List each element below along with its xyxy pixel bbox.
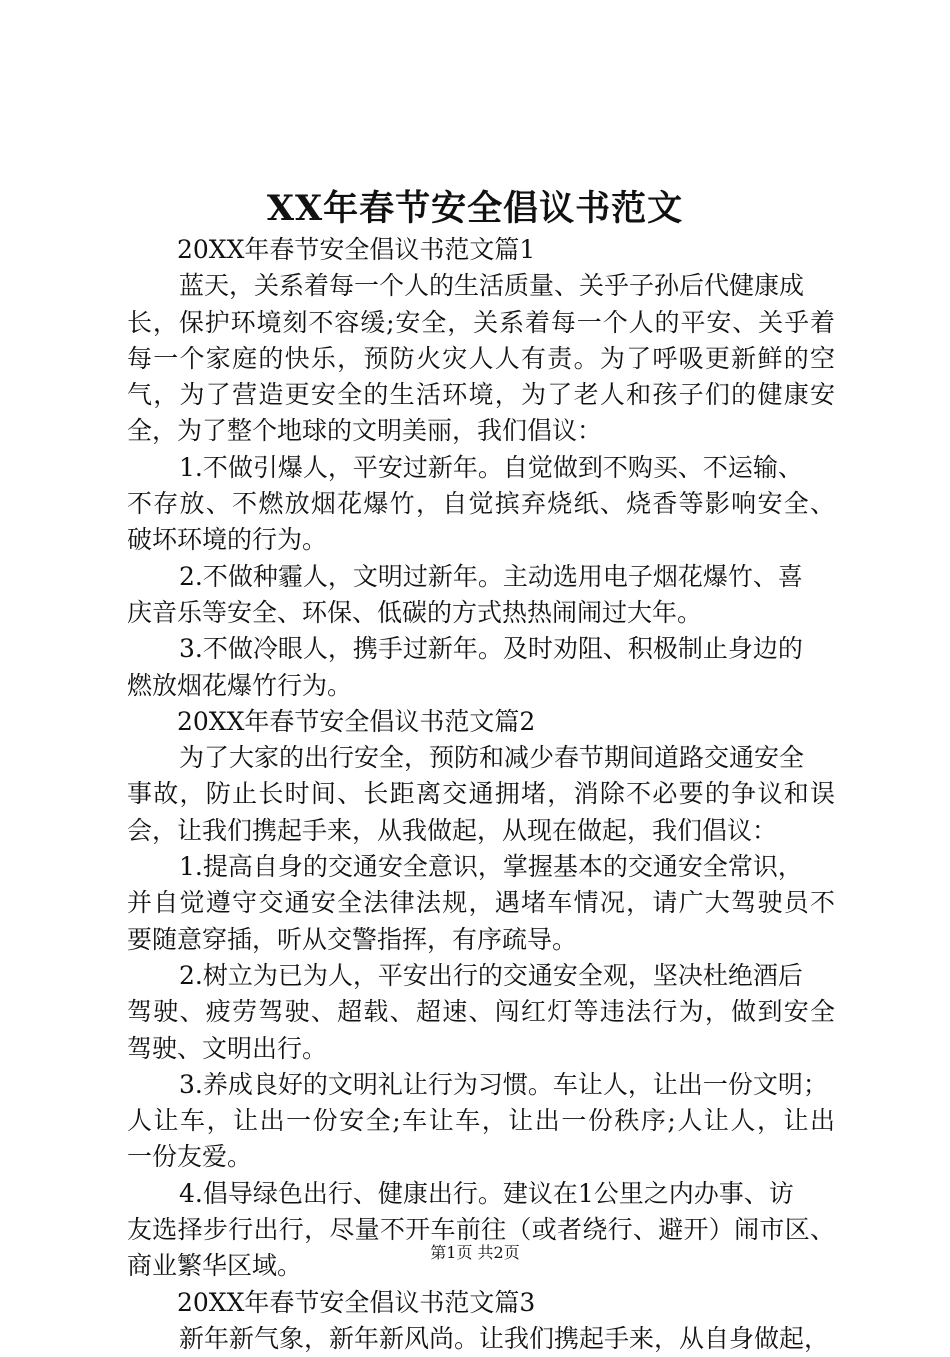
paragraph-line: 全，为了整个地球的文明美丽，我们倡议： [127, 416, 603, 446]
paragraph-line: 友选择步行出行，尽量不开车前往（或者绕行、避开）闹市区、 [127, 1215, 835, 1245]
paragraph-line: 2.不做种霾人，文明过新年。主动选用电子烟花爆竹、喜 [179, 561, 803, 591]
document-body [127, 232, 835, 1357]
paragraph-line: 人让车，让出一份安全;车让车，让出一份秩序;人让人，让出 [127, 1106, 835, 1136]
paragraph-line: 2.树立为已为人，平安出行的交通安全观，坚决杜绝酒后 [179, 960, 803, 990]
paragraph-line: 庆音乐等安全、环保、低碳的方式热热闹闹过大年。 [127, 597, 703, 627]
paragraph-line: 1.不做引爆人，平安过新年。自觉做到不购买、不运输、 [179, 452, 803, 482]
paragraph-line: 气，为了营造更安全的生活环境，为了老人和孩子们的健康安 [127, 380, 835, 410]
section-heading: 20XX年春节安全倡议书范文篇3 [177, 1287, 536, 1317]
paragraph-line: 破坏环境的行为。 [127, 525, 328, 555]
paragraph-line: 每一个家庭的快乐，预防火灾人人有责。为了呼吸更新鲜的空 [127, 343, 835, 373]
paragraph-line: 驾驶、文明出行。 [127, 1033, 328, 1063]
section-heading: 20XX年春节安全倡议书范文篇1 [177, 235, 536, 264]
paragraph-line: 一份友爱。 [127, 1142, 253, 1172]
paragraph-line: 新年新气象，新年新风尚。让我们携起手来，从自身做起， [179, 1323, 830, 1353]
section-heading: 20XX年春节安全倡议书范文篇2 [177, 706, 536, 736]
paragraph-line: 驾驶、疲劳驾驶、超载、超速、闯红灯等违法行为，做到安全 [127, 997, 835, 1027]
paragraph-line: 为了大家的出行安全，预防和减少春节期间道路交通安全 [179, 743, 805, 773]
paragraph-line: 要随意穿插，听从交警指挥，有序疏导。 [127, 924, 578, 954]
paragraph-line: 会，让我们携起手来，从我做起，从现在做起，我们倡议： [127, 815, 778, 845]
paragraph-line: 3.不做冷眼人，携手过新年。及时劝阻、积极制止身边的 [179, 634, 803, 664]
paragraph-line: 4.倡导绿色出行、健康出行。建议在1公里之内办事、访 [179, 1178, 794, 1208]
paragraph-line: 3.养成良好的文明礼让行为习惯。车让人，让出一份文明； [179, 1069, 828, 1099]
paragraph-line: 不存放、不燃放烟花爆竹，自觉摈弃烧纸、烧香等影响安全、 [127, 489, 835, 519]
paragraph-line: 事故，防止长时间、长距离交通拥堵，消除不必要的争议和误 [127, 779, 835, 809]
page-footer: 第1页 共2页 [430, 1243, 520, 1262]
paragraph-line: 并自觉遵守交通安全法律法规，遇堵车情况，请广大驾驶员不 [127, 888, 835, 918]
paragraph-line: 蓝天，关系着每一个人的生活质量、关乎子孙后代健康成 [179, 271, 805, 301]
paragraph-line: 商业繁华区域。 [127, 1251, 303, 1281]
paragraph-line: 1.提高自身的交通安全意识，掌握基本的交通安全常识， [179, 852, 803, 882]
paragraph-line: 燃放烟花爆竹行为。 [127, 670, 353, 700]
document-title: XX年春节安全倡议书范文 [266, 188, 684, 229]
paragraph-line: 长，保护环境刻不容缓;安全，关系着每一个人的平安、关乎着 [127, 307, 835, 337]
